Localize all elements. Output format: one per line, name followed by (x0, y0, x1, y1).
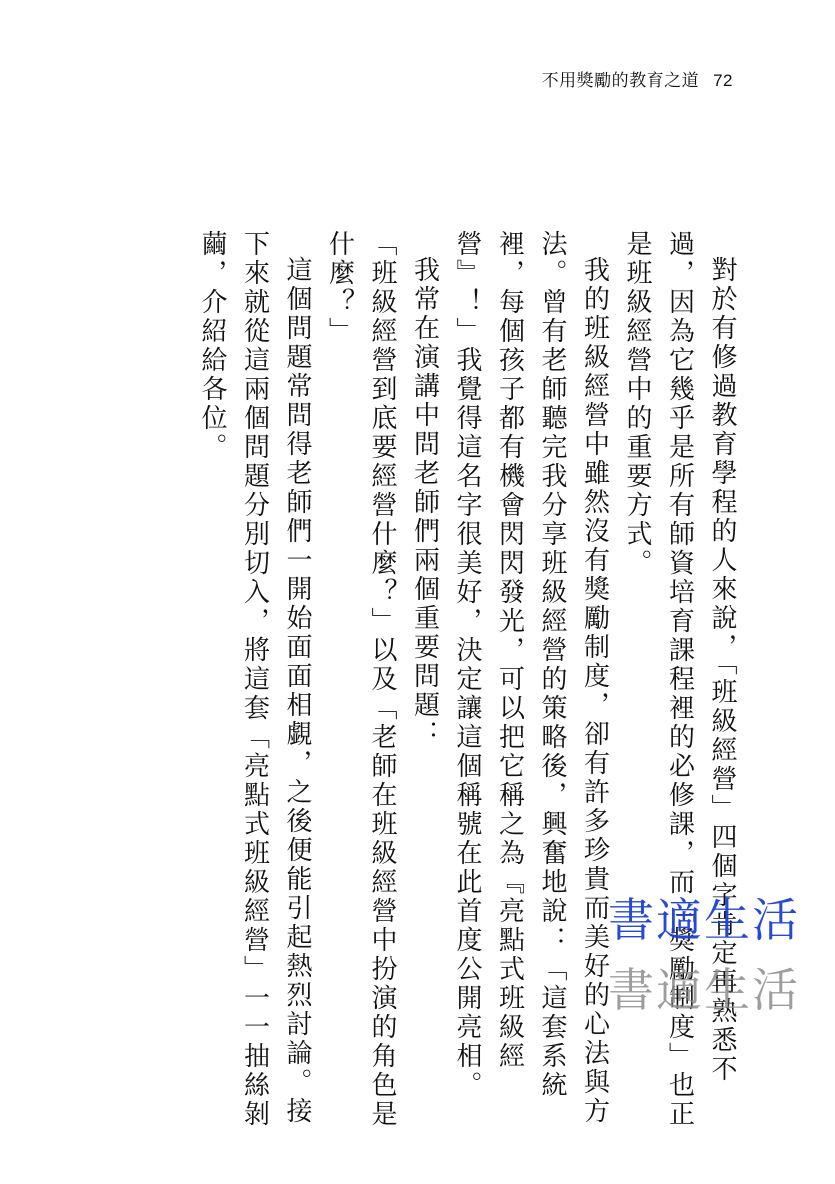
watermark-primary: 書適生活 (608, 893, 800, 947)
watermark-secondary: 書適生活 (608, 963, 800, 1017)
paragraph-3: 我常在演講中問老師們兩個重要問題： (409, 256, 440, 749)
paragraph-1: 對於有修過教育學程的人來說，「班級經營」四個字肯定再熟悉不過，因為它幾乎是所有師資培育課程裡的必修課，而「獎勵制度」也正是班級經營中的重要方式。 (622, 230, 737, 1129)
paragraph-4: 「班級經營到底要經營什麼？」以及「老師在班級經營中扮演的角色是什麼？」 (324, 230, 397, 1129)
chapter-title: 不用獎勵的教育之道 (541, 71, 700, 91)
page-number: 72 (713, 71, 733, 90)
vertical-text-body (183, 230, 743, 1130)
paragraph-5: 這個問題常問得老師們一開始面面相覷，之後便能引起熱烈討論。接下來就從這兩個問題分別切入，將這套「亮點式班級經營」一一抽絲剝繭，介紹給各位。 (197, 230, 312, 1129)
paragraph-2: 我的班級經營中雖然沒有獎勵制度，卻有許多珍貴而美好的心法與方法。曾有老師聽完我分享班級經營的策略後，興奮地說：「這套系統裡，每個孩子都有機會閃閃發光，可以把它稱之為『亮點式班級經營』！」我覺得這名字很美好，決定讓這個稱號在此首度公開亮相。 (452, 230, 610, 1126)
running-header (542, 66, 733, 91)
